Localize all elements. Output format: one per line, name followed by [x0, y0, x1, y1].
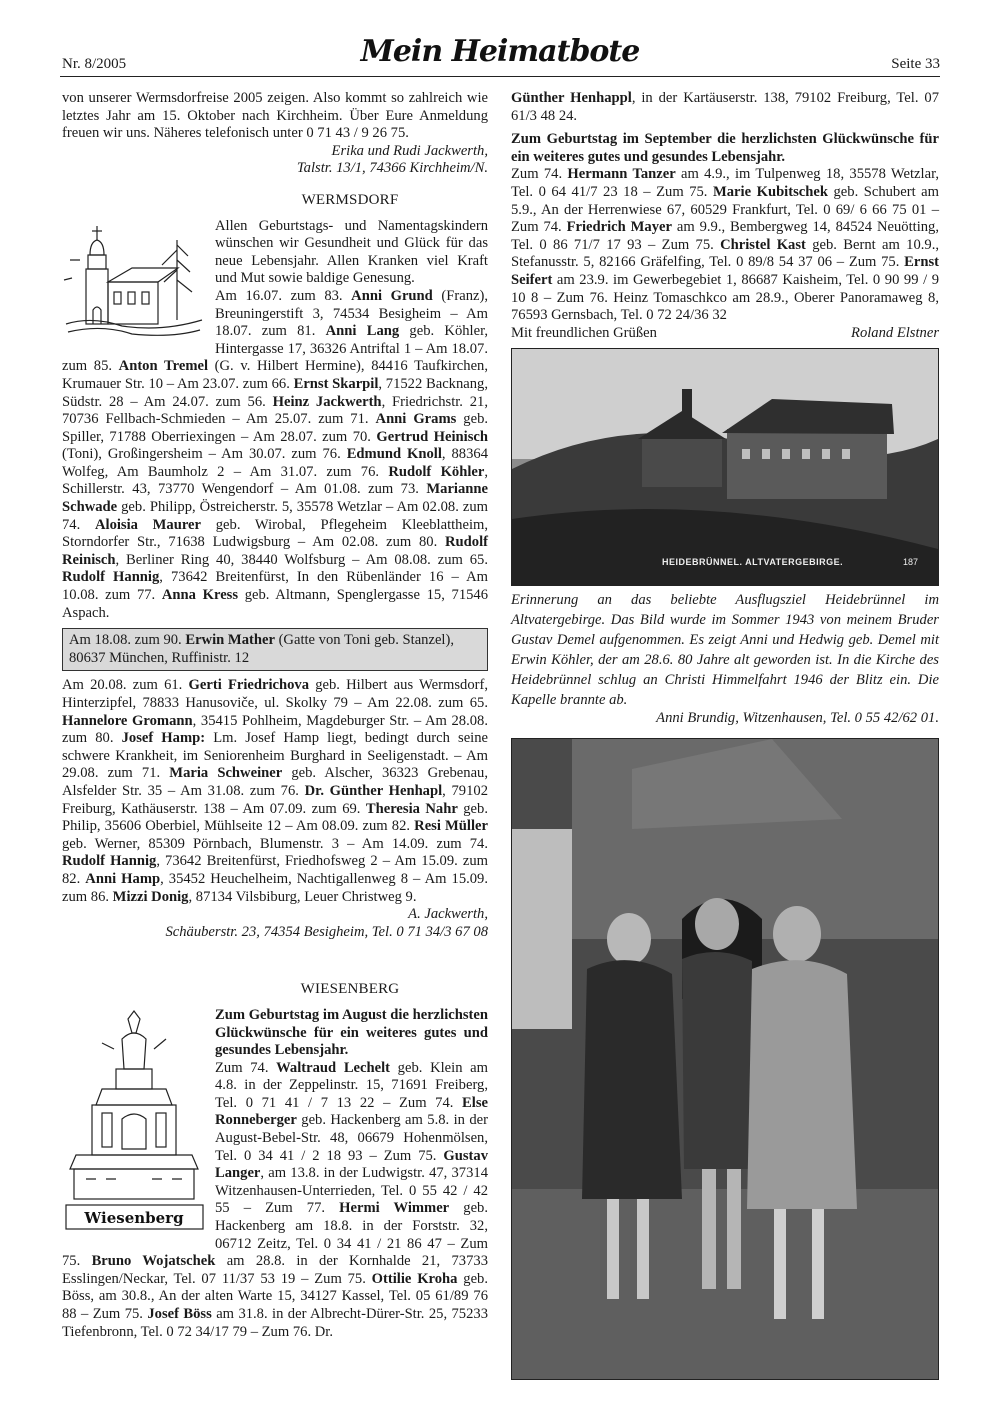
highlight-box: Am 18.08. zum 90. Erwin Mather (Gatte von Toni geb. Stanzel), 80637 München, Ruffinistr. 12: [62, 628, 488, 671]
photo-caption: Erinnerung an das beliebte Ausflugsziel Heidebrünnel im Altvatergebirge. Das Bild wurde im Sommer 1943 von meinem Bruder Gustav Demel aufgenommen. Es zeigt Anni und Hedwig geb. Demel mit Erwin Köhler, der am 28.6. 80 Jahre alt geworden ist. In die Kirche des Heidebrünnel schlug an Christi Himmelfahrt 1946 der Blitz ein. Die Kapelle brannte ab.: [511, 592, 939, 709]
wermsdorf-birthdays-2: Am 20.08. zum 61. Gerti Friedrichova geb. Hilbert aus Wermsdorf, Hinterzipfel, 78833 Hanusoviče, ul. Skolky 79 – Am 22.08. zum 65. Hannelore Gromann, 35415 Pohlheim, Magdeburger Str. – Am 28.08. zum 80. Josef Hamp: Lm. Josef Hamp liegt, bedingt durch seine schwere Krankheit, im Seniorenheim Burghard in Seeligenstadt. – Am 29.08. zum 71. Maria Schweiner geb. Alscher, 36323 Grebenau, Alsfelder Str. 35 – Am 31.08. zum 76. Dr. Günther Henhapl, 79102 Freiburg, Kathäuserstr. 138 – Am 07.09. zum 69. Theresia Nahr geb. Philip, 35606 Oberbiel, Mühlseite 12 – Am 08.09. zum 82. Resi Müller geb. Werner, 85309 Pörnbach, Blumenstr. 3 – Am 14.09. zum 74. Rudolf Hannig, 73642 Breitenfürst, Friedhofsweg 2 – Am 15.09. zum 82. Anni Hamp, 35452 Heuchelheim, Nachtigallenweg 8 – Am 15.09. zum 86. Mizzi Donig, 87134 Vilsbiburg, Leuer Christweg 9.: [62, 677, 489, 905]
person-name: Anni Grams: [375, 411, 457, 428]
page-number: Seite 33: [891, 56, 940, 72]
person-name: Gerti Friedrichova: [188, 677, 310, 694]
photo-label: HEIDEBRÜNNEL. ALTVATERGEBIRGE.: [662, 556, 844, 567]
chapel-sketch-icon: [62, 220, 207, 340]
intro-signature: Erika und Rudi Jackwerth,: [331, 142, 488, 159]
wermsdorf-heading: WERMSDORF: [301, 191, 399, 208]
person-name: Heinz Jackwerth: [272, 393, 382, 410]
person-name: Gustav Langer: [215, 1147, 488, 1182]
person-name: Mizzi Donig: [112, 888, 189, 905]
person-name: Maria Schweiner: [169, 765, 283, 782]
person-name: Marianne Schwade: [62, 481, 488, 516]
greeting-signature: Roland Elstner: [851, 324, 939, 341]
wiesenberg-lead: Zum Geburtstag im August die herzlichsten Glückwünsche für ein weiteres gutes und gesundes Lebensjahr.: [215, 1006, 488, 1059]
heidebrunnel-landscape-image: [512, 349, 938, 585]
greeting-line: [511, 325, 939, 343]
intro-paragraph: von unserer Wermsdorfreise 2005 zeigen. Also kommt so zahlreich wie letztes Jahr am 15. Oktober nach Kirchheim. Über Eure Anmeldung freuen wir uns. Näheres telefonisch unter 0 71 43 / 9 26 75.: [62, 90, 488, 142]
wiesenberg-sign-text: Wiesenberg: [84, 1208, 184, 1227]
person-name: Resi Müller: [414, 818, 488, 835]
person-name: Aloisia Maurer: [94, 516, 202, 533]
person-name: Günther Henhappl: [511, 90, 632, 106]
person-name: Rudolf Hannig: [62, 853, 157, 870]
left-column: [62, 90, 488, 1341]
wermsdorf-signature: A. Jackwerth,: [408, 906, 488, 923]
family-portrait-image: [512, 739, 938, 1379]
wermsdorf-section: [62, 218, 488, 623]
person-name: Rudolf Köhler: [388, 463, 485, 480]
wermsdorf-address: Schäuberstr. 23, 74354 Besigheim, Tel. 0 71 34/3 67 08: [165, 923, 488, 940]
continued-entry: Günther Henhappl, in der Kartäuserstr. 138, 79102 Freiburg, Tel. 07 61/3 48 24.: [511, 90, 939, 124]
issue-number: Nr. 8/2005: [62, 56, 127, 72]
heidebrunnel-photo: [511, 348, 939, 586]
person-name: Hermann Tanzer: [567, 166, 676, 183]
person-name: Hermi Wimmer: [339, 1200, 450, 1217]
person-name: Christel Kast: [720, 236, 806, 253]
person-name: Gertrud Heinisch: [376, 428, 489, 445]
person-name: Marie Kubitschek: [712, 183, 828, 200]
person-name: Anni Grund: [351, 287, 433, 304]
caption-signature: Anni Brundig, Witzenhausen, Tel. 0 55 42/62 01.: [656, 710, 939, 727]
masthead-title: Mein Heimatbote: [360, 34, 640, 69]
person-name: Edmund Knoll: [346, 446, 442, 463]
person-name: Ernst Skarpil: [293, 375, 379, 392]
greeting-text: Mit freundlichen Grüßen: [511, 324, 657, 341]
person-name: Rudolf Hannig: [62, 569, 160, 586]
september-lead: Zum Geburtstag im September die herzlichsten Glückwünsche für ein weiteres gutes und gesundes Lebensjahr.: [511, 131, 939, 165]
header-rule: [60, 76, 940, 77]
family-photo: [511, 738, 939, 1380]
wiesenberg-heading: WIESENBERG: [300, 981, 400, 998]
person-name: Anna Kress: [161, 587, 239, 604]
wermsdorf-birthdays: Am 16.07. zum 83. Anni Grund (Franz), Breuningerstift 3, 74534 Besigheim – Am 18.07. zum 81. Anni Lang geb. Köhler, Hintergasse 17, 36326 Antriftal 1 – Am 18.07. zum 85. Anton Tremel (G. v. Hilbert Hermine), 84416 Taufkirchen, Krumauer Str. 10 – Am 23.07. zum 66. Ernst Skarpil, 71522 Backnang, Südstr. 28 – Am 24.07. zum 56. Heinz Jackwerth, Friedrichstr. 21, 70736 Fellbach-Schmieden – Am 25.07. zum 71. Anni Grams geb. Spiller, 71788 Oberriexingen – Am 28.07. zum 70. Gertrud Heinisch (Toni), Großingersheim – Am 30.07. zum 76. Edmund Knoll, 88364 Wolfeg, Am Baumholz 2 – Am 31.07. zum 76. Rudolf Köhler, Schillerstr. 43, 73770 Wengendorf – Am 01.08. zum 73. Marianne Schwade geb. Philipp, Östreicherstr. 5, 35578 Wetzlar – Am 02.08. zum 74. Aloisia Maurer geb. Wirobal, Pflegeheim Kleeblattheim, Storndorfer Str., 71638 Ludwigsburg – Am 02.08. zum 80. Rudolf Reinisch, Berliner Ring 40, 38440 Wolfsburg – Am 08.08. zum 65. Rudolf Hannig, 73642 Breitenfürst, In den Rübenländer 16 – Am 10.08. zum 77. Anna Kress geb. Altmann, Spenglergasse 15, 71546 Aspach.: [62, 287, 489, 621]
person-name: Rudolf Reinisch: [62, 534, 488, 568]
person-name: Hannelore Gromann: [62, 712, 193, 729]
person-name: Else Ronneberger: [215, 1094, 488, 1129]
person-name: Waltraud Lechelt: [276, 1059, 391, 1076]
right-column: [511, 90, 939, 1380]
person-name: Ottilie Kroha: [371, 1270, 458, 1287]
photo-number: 187: [902, 556, 918, 567]
september-birthdays: Zum 74. Hermann Tanzer am 4.9., im Tulpenweg 18, 35578 Wetzlar, Tel. 0 64 41/7 23 18 – Zum 75. Marie Kubitschek geb. Schubert am 5.9., An der Herrenwiese 67, 60529 Frankfurt, Tel. 0 69/ 6 66 75 01 – Zum 74. Friedrich Mayer am 9.9., Bembergweg 14, 84524 Neuötting, Tel. 0 86 71/7 17 93 – Zum 75. Christel Kast geb. Bernt am 10.9., Stefanusstr. 5, 82166 Gräfelfing, Tel. 0 89/8 54 37 06 – Zum 75. Ernst Seifert am 23.9. im Gewerbegebiet 1, 86687 Kaisheim, Tel. 0 90 99 / 9 10 8 – Zum 76. Heinz Tomaschkco am 28.9., Oberer Panoramaweg 8, 76593 Gernsbach, Tel. 0 72 24/36 32: [511, 166, 939, 324]
person-name: Josef Hamp:: [121, 730, 206, 747]
person-name: Josef Böss: [147, 1306, 212, 1322]
person-name: Erwin Mather: [185, 632, 275, 649]
intro-address: Talstr. 13/1, 74366 Kirchheim/N.: [296, 160, 488, 177]
person-name: Anni Hamp: [85, 870, 161, 887]
person-name: Anni Lang: [325, 323, 400, 340]
person-name: Ernst Seifert: [511, 254, 939, 288]
person-name: Friedrich Mayer: [566, 219, 672, 236]
wermsdorf-lead: Allen Geburtstags- und Namentagskindern wünschen wir Gesundheit und Glück für das neue Lebensjahr. Allen Kranken viel Kraft und Mut sowie baldige Genesung.: [215, 217, 488, 287]
person-name: Theresia Nahr: [365, 800, 458, 817]
person-name: Bruno Wojatschek: [91, 1253, 216, 1270]
person-name: Dr. Günther Henhapl: [304, 782, 443, 799]
wiesenberg-section: [62, 1007, 488, 1341]
wiesenberg-birthdays: Zum 74. Waltraud Lechelt geb. Klein am 4.8. in der Zeppelinstr. 15, 71691 Freiberg, Tel. 0 71 41 / 7 13 22 – Zum 74. Else Ronneberger geb. Hackenberg am 5.8. in der August-Bebel-Str. 48, 06679 Hohenmölsen, Tel. 0 34 41 / 2 18 93 – Zum 75. Gustav Langer, am 13.8. in der Ludwigstr. 47, 37314 Witzenhausen-Unterrieden, Tel. 0 55 42 / 42 55 – Zum 77. Hermi Wimmer geb. Hackenberg am 18.8. in der Forststr. 32, 06712 Zeitz, Tel. 0 34 41 / 21 86 47 – Zum 75. Bruno Wojatschek am 28.8. in der Kornhalde 21, 73733 Esslingen/Neckar, Tel. 07 11/37 53 19 – Zum 75. Ottilie Kroha geb. Böss, am 30.8., An der alten Warte 15, 34127 Kassel, Tel. 05 61/89 76 88 – Zum 75. Josef Böss am 31.8. in der Albrecht-Dürer-Str. 25, 75233 Tiefenbronn, Tel. 0 72 34/17 79 – Zum 76. Dr.: [62, 1059, 489, 1340]
wiesenberg-monument-icon: [62, 1009, 207, 1237]
person-name: Anton Tremel: [118, 358, 209, 375]
